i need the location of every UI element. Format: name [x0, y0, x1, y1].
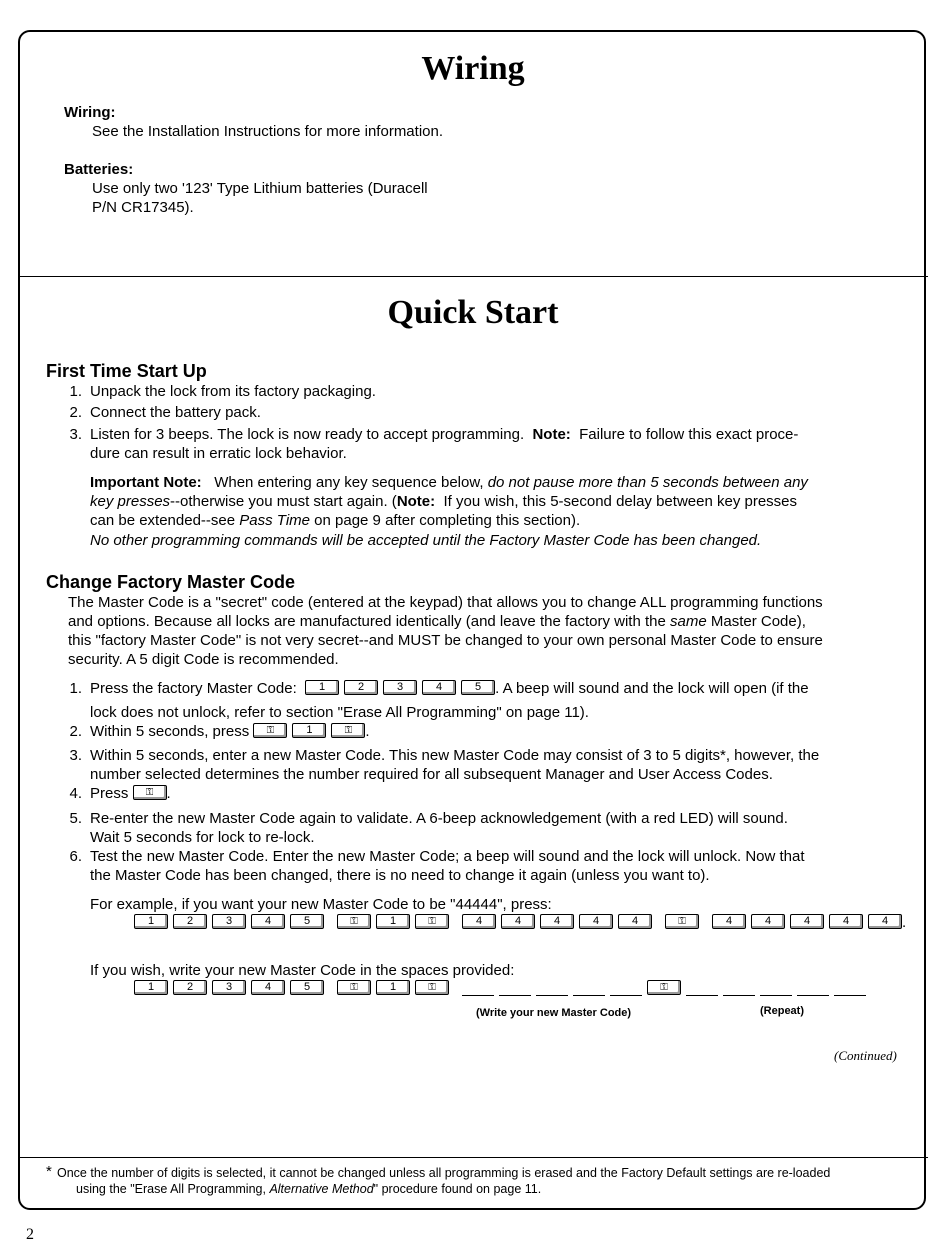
period: . — [365, 723, 370, 740]
key-2: 2 — [173, 980, 207, 995]
key-1: 1 — [134, 980, 168, 995]
quick-start-title: Quick Start — [387, 294, 559, 331]
important-note-label: Note: — [396, 493, 436, 510]
important-last: No other programming commands will be accepted until the Factory Master Code has been changed. — [90, 532, 762, 549]
key-4: 4 — [618, 914, 652, 929]
key-star-icon: ⚿ — [665, 914, 699, 929]
key-3: 3 — [212, 980, 246, 995]
key-2: 2 — [344, 680, 378, 695]
intro-line3: this "factory Master Code" is not very secret--and MUST be changed to your own personal Master Code to ensure — [68, 632, 823, 649]
key-4: 4 — [751, 914, 785, 929]
step4-text: Press — [90, 785, 129, 802]
key-star-icon: ⚿ — [253, 723, 287, 738]
step-number: 1. — [69, 680, 82, 697]
code-blank — [499, 983, 531, 996]
key-4: 4 — [712, 914, 746, 929]
key-4: 4 — [251, 914, 285, 929]
continued-label: (Continued) — [834, 1048, 897, 1063]
important-h: on page 9 after completing this section). — [314, 512, 581, 529]
repeat-caption: (Repeat) — [760, 1005, 805, 1017]
step-text: Connect the battery pack. — [90, 404, 261, 421]
change-master-heading: Change Factory Master Code — [46, 572, 296, 592]
step3-b: number selected determines the number required for all subsequent Manager and User Access Codes. — [90, 766, 773, 783]
important-c: key presses — [90, 493, 171, 510]
intro-line1: The Master Code is a "secret" code (entered at the keypad) that allows you to change ALL programming functions — [68, 594, 823, 611]
step-text — [90, 784, 171, 803]
key-star-icon: ⚿ — [647, 980, 681, 995]
key-star-icon: ⚿ — [337, 980, 371, 995]
important-label: Important Note: — [90, 474, 202, 491]
code-blank — [760, 983, 792, 996]
key-4: 4 — [540, 914, 574, 929]
write-text: If you wish, write your new Master Code in the spaces provided: — [90, 962, 515, 979]
example-text: For example, if you want your new Master Code to be "44444", press: — [90, 896, 552, 913]
step-text — [90, 722, 370, 741]
key-3: 3 — [383, 680, 417, 695]
code-blank — [610, 983, 642, 996]
write-key-sequence — [134, 980, 866, 997]
step-number: 5. — [69, 810, 82, 827]
step-number: 2. — [69, 404, 82, 421]
key-4: 4 — [579, 914, 613, 929]
important-g: Pass Time — [239, 512, 310, 529]
intro-line4: security. A 5 digit Code is recommended. — [68, 651, 339, 668]
wiring-title: Wiring — [421, 50, 525, 87]
key-1: 1 — [305, 680, 339, 695]
key-star-icon: ⚿ — [337, 914, 371, 929]
section-divider — [18, 276, 928, 277]
step-number: 3. — [69, 747, 82, 764]
important-b: do not pause more than 5 seconds between any — [487, 474, 808, 491]
key-4: 4 — [251, 980, 285, 995]
step-text — [90, 425, 798, 444]
key-5: 5 — [461, 680, 495, 695]
step3-line1: Listen for 3 beeps. The lock is now ready to accept programming. — [90, 426, 525, 443]
key-3: 3 — [212, 914, 246, 929]
code-blank — [797, 983, 829, 996]
footnote-2b: Alternative Method — [269, 1182, 374, 1196]
key-5: 5 — [290, 914, 324, 929]
code-blank — [462, 983, 494, 996]
step-number: 3. — [69, 426, 82, 443]
period: . — [166, 785, 171, 802]
footnote-marker: * — [46, 1163, 52, 1180]
write-caption: (Write your new Master Code) — [476, 1007, 632, 1019]
key-4: 4 — [829, 914, 863, 929]
period: . — [902, 914, 907, 931]
important-d: --otherwise you must start again. ( — [170, 493, 397, 510]
step6-a: Test the new Master Code. Enter the new Master Code; a beep will sound and the lock will unlock. Now that — [90, 848, 805, 865]
code-blank — [686, 983, 718, 996]
example-key-sequence — [134, 914, 906, 931]
step1-a: Press the factory Master Code: — [90, 680, 297, 697]
intro-2b: same — [670, 613, 707, 630]
code-blank — [723, 983, 755, 996]
step6-b: the Master Code has been changed, there is no need to change it again (unless you want to). — [90, 867, 710, 884]
footnote-line2 — [76, 1182, 541, 1196]
key-1: 1 — [134, 914, 168, 929]
step5-a: Re-enter the new Master Code again to validate. A 6-beep acknowledgement (with a red LED) will sound. — [90, 810, 788, 827]
step1-c: lock does not unlock, refer to section "Erase All Programming" on page 11). — [90, 704, 589, 721]
important-e: If you wish, this 5-second delay between key presses — [443, 493, 798, 510]
step3-a: Within 5 seconds, enter a new Master Code. This new Master Code may consist of 3 to 5 digits*, however, the — [90, 747, 820, 764]
key-1: 1 — [376, 980, 410, 995]
important-a: When entering any key sequence below, — [214, 474, 484, 491]
step-text — [90, 679, 809, 698]
step-number: 6. — [69, 848, 82, 865]
key-4: 4 — [790, 914, 824, 929]
footnote-line1: Once the number of digits is selected, it cannot be changed unless all programming is erased and the Factory Default settings are re-loaded — [57, 1166, 831, 1180]
key-4: 4 — [422, 680, 456, 695]
intro-2c: Master Code), — [710, 613, 806, 630]
wiring-text: See the Installation Instructions for more information. — [92, 123, 444, 140]
key-4: 4 — [868, 914, 902, 929]
key-star-icon: ⚿ — [133, 785, 167, 800]
batteries-line1: Use only two '123' Type Lithium batteries (Duracell — [92, 180, 428, 197]
key-1: 1 — [292, 723, 326, 738]
important-note-line4 — [90, 531, 761, 550]
code-blank — [573, 983, 605, 996]
step3-line1-end: Failure to follow this exact proce- — [579, 426, 799, 443]
key-4: 4 — [501, 914, 535, 929]
important-note-line3 — [90, 511, 580, 530]
page-number: 2 — [26, 1226, 34, 1243]
note-label: Note: — [532, 426, 571, 443]
footnote-2a: using the "Erase All Programming, — [76, 1182, 266, 1196]
step-number: 1. — [69, 383, 82, 400]
footnote-2c: " procedure found on page 11. — [373, 1182, 542, 1196]
step2-text: Within 5 seconds, press — [90, 723, 250, 740]
key-1: 1 — [376, 914, 410, 929]
batteries-label: Batteries: — [64, 161, 134, 178]
key-2: 2 — [173, 914, 207, 929]
intro-line2 — [68, 612, 806, 631]
step1-b: . A beep will sound and the lock will open (if the — [495, 680, 809, 697]
step-text: Unpack the lock from its factory packaging. — [90, 383, 376, 400]
step5-b: Wait 5 seconds for lock to re-lock. — [90, 829, 315, 846]
step3-line2: dure can result in erratic lock behavior. — [90, 445, 347, 462]
key-star-icon: ⚿ — [415, 980, 449, 995]
footnote-divider — [18, 1157, 928, 1158]
key-4: 4 — [462, 914, 496, 929]
step-number: 2. — [69, 723, 82, 740]
key-5: 5 — [290, 980, 324, 995]
batteries-line2: P/N CR17345). — [92, 199, 194, 216]
important-note-line2 — [90, 492, 797, 511]
wiring-label: Wiring: — [64, 104, 116, 121]
key-star-icon: ⚿ — [415, 914, 449, 929]
first-time-heading: First Time Start Up — [46, 361, 207, 381]
code-blank — [834, 983, 866, 996]
code-blank — [536, 983, 568, 996]
intro-2a: and options. Because all locks are manufactured identically (and leave the factory with the — [68, 613, 666, 630]
step-number: 4. — [69, 785, 82, 802]
key-star-icon: ⚿ — [331, 723, 365, 738]
important-note-line1 — [90, 473, 808, 492]
important-f: can be extended--see — [90, 512, 236, 529]
